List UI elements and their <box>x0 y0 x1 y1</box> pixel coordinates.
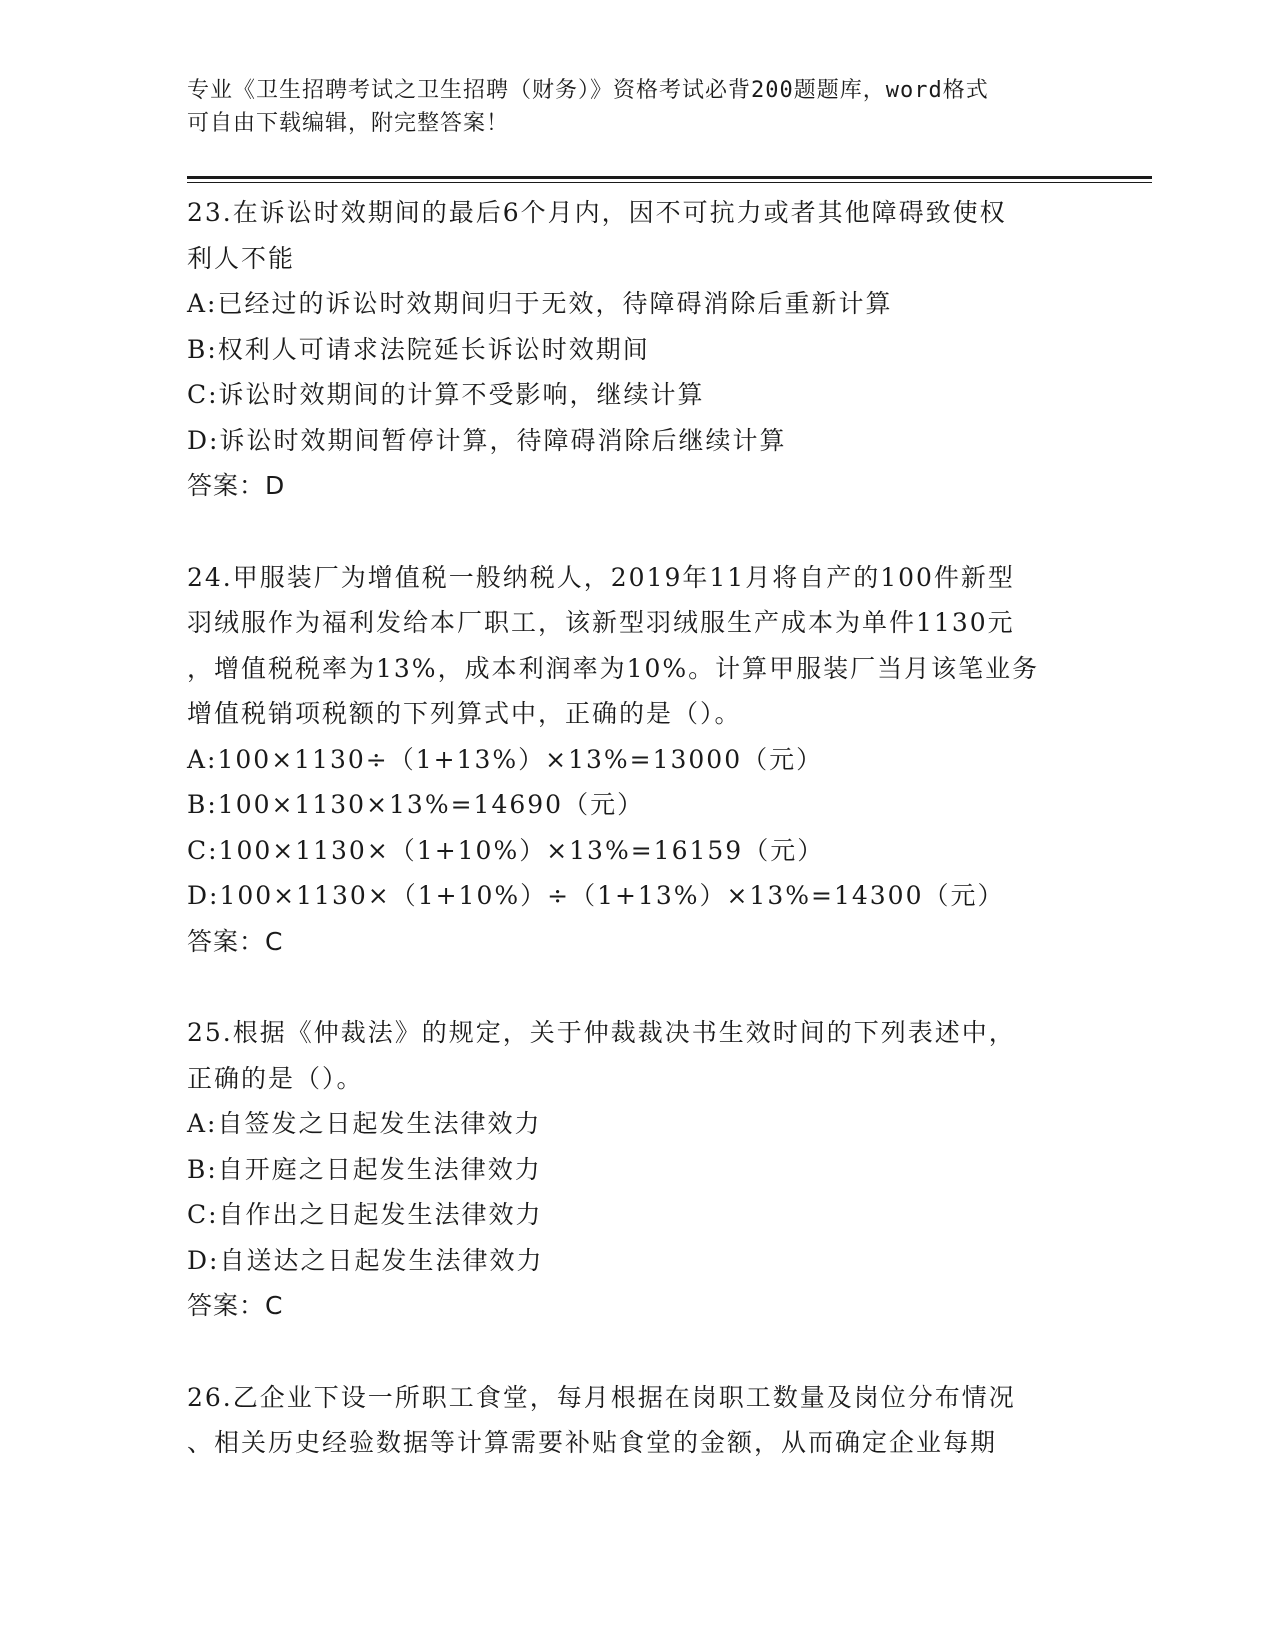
question-stem <box>187 1010 1087 1101</box>
stem-line: 23.在诉讼时效期间的最后6个月内，因不可抗力或者其他障碍致使权 <box>187 198 1007 227</box>
option-d: D:自送达之日起发生法律效力 <box>187 1245 544 1275</box>
stem-line: 24.甲服装厂为增值税一般纳税人，2019年11月将自产的100件新型 <box>187 562 1015 592</box>
answer: 答案：C <box>187 926 284 956</box>
option-c: C:诉讼时效期间的计算不受影响，继续计算 <box>187 380 705 409</box>
question-24 <box>187 555 1087 965</box>
answer: 答案：D <box>187 471 286 500</box>
option-a: A:100×1130÷（1+13%）×13%=13000（元） <box>187 744 824 774</box>
option-c: C:100×1130×（1+10%）×13%=16159（元） <box>187 835 825 865</box>
stem-line: 增值税销项税额的下列算式中，正确的是（）。 <box>187 699 742 728</box>
document-header <box>187 74 1067 140</box>
option-d: D:100×1130×（1+10%）÷（1+13%）×13%=14300（元） <box>187 881 1005 910</box>
stem-line: 正确的是（）。 <box>187 1063 364 1093</box>
stem-line: 25.根据《仲裁法》的规定，关于仲裁裁决书生效时间的下列表述中， <box>187 1018 1016 1047</box>
header-line-1: 专业《卫生招聘考试之卫生招聘（财务）》资格考试必背200题题库，word格式 <box>187 78 989 103</box>
stem-line: 羽绒服作为福利发给本厂职工，该新型羽绒服生产成本为单件1130元 <box>187 608 1015 637</box>
option-b: B:自开庭之日起发生法律效力 <box>187 1154 542 1184</box>
question-23 <box>187 190 1087 509</box>
answer: 答案：C <box>187 1291 284 1320</box>
option-a: A:已经过的诉讼时效期间归于无效，待障碍消除后重新计算 <box>187 289 893 318</box>
question-stem <box>187 190 1087 281</box>
option-c: C:自作出之日起发生法律效力 <box>187 1200 543 1229</box>
header-line-2: 可自由下载编辑，附完整答案！ <box>187 111 510 136</box>
option-d: D:诉讼时效期间暂停计算，待障碍消除后继续计算 <box>187 425 787 455</box>
header-rule-thick <box>187 176 1152 179</box>
option-b: B:100×1130×13%=14690（元） <box>187 790 645 819</box>
option-b: B:权利人可请求法院延长诉讼时效期间 <box>187 334 650 364</box>
question-list <box>187 190 1087 1512</box>
question-25 <box>187 1010 1087 1329</box>
option-a: A:自签发之日起发生法律效力 <box>187 1109 542 1138</box>
header-rule-thin <box>187 182 1152 183</box>
stem-line: 利人不能 <box>187 243 296 273</box>
stem-line: 、相关历史经验数据等计算需要补贴食堂的金额，从而确定企业每期 <box>187 1428 998 1457</box>
question-stem <box>187 1375 1087 1466</box>
stem-line: 26.乙企业下设一所职工食堂，每月根据在岗职工数量及岗位分布情况 <box>187 1382 1016 1412</box>
question-stem <box>187 555 1087 737</box>
question-26 <box>187 1375 1087 1466</box>
stem-line: ，增值税税率为13%，成本利润率为10%。计算甲服装厂当月该笔业务 <box>187 653 1040 683</box>
